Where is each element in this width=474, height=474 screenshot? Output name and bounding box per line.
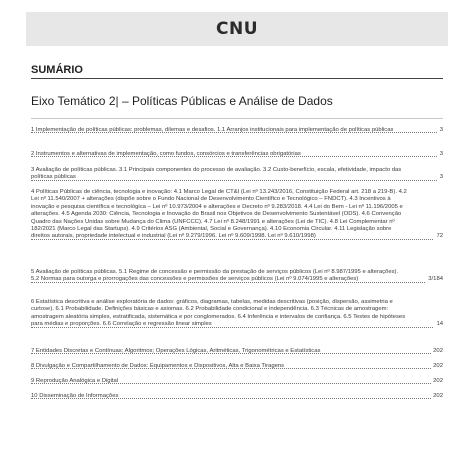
summary-heading: SUMÁRIO: [31, 64, 83, 76]
toc-entry-page: 3/184: [428, 276, 443, 283]
toc-entry: [31, 167, 443, 182]
toc-entry-text: 7 Entidades Discretas e Contínuas; Algoritmos; Operações Lógicas, Aritméticas, Trigonométricas e Estatísticas: [31, 348, 321, 354]
toc-entry-page: 3: [439, 174, 443, 181]
toc-leader: [31, 383, 443, 384]
toc-entry-page: 3: [439, 151, 443, 157]
toc-entry: [31, 378, 443, 385]
text-cursor: |: [115, 94, 119, 108]
toc-entry-text: 5 Avaliação de políticas públicas. 5.1 Regime de concessão e permissão da prestação de serviços públicos (Lei nº 8.987/1995 e alterações). 5.2 Normas para outorga e prorrogações das concessões e permissões de serviços públicos (Lei nº 9.074/1995 e alterações): [31, 269, 399, 283]
toc-entry-page: 202: [433, 363, 443, 369]
toc-entry: [31, 363, 443, 370]
toc-leader: [31, 282, 443, 283]
toc-entry-text: 6 Estatística descritiva e análise exploratória de dados: gráficos, diagramas, tabelas, medidas descritivas (posição, dispersão, assimetria e curtose). 6.1 Probabilidade. Definições básicas e axiomas. 6.2 Probabilidade condicional e independência. 6.3 Técnicas de amostragem: amostragem aleatória simples, estratificada, sistemática e por conglomerados. 6.4 Inferência e intervalos de confiança. 6.5 Testes de hipóteses para médias e proporções. 6.6 Correlação e regressão linear simples: [31, 299, 406, 328]
toc-entry: [31, 151, 443, 158]
toc-entry-page: 14: [436, 321, 443, 328]
table-of-contents: [31, 118, 443, 419]
toc-leader: [31, 353, 443, 354]
toc-leader: [31, 327, 443, 328]
toc-leader: [31, 180, 443, 181]
toc-leader: [31, 239, 443, 240]
section-title-subtitle: – Políticas Públicas e Análise de Dados: [118, 94, 333, 108]
toc-entry-text: 3 Avaliação de políticas públicas. 3.1 Principais componentes do processo de avaliação. 3.2 Custo-benefício, escala, efetividade, impacto das políticas públicas: [31, 167, 402, 181]
toc-entry: [31, 348, 443, 355]
header-band: [26, 12, 448, 46]
toc-entry: [31, 299, 443, 329]
toc-entry-text: 8 Divulgação e Compartilhamento de Dados: Equipamentos e Dispositivos, Alta e Baixa Tiragens: [31, 363, 285, 369]
toc-leader: [31, 368, 443, 369]
toc-entry: [31, 393, 443, 400]
toc-entry-text: 2 Instrumentos e alternativas de implementação, como fundos, consórcios e transferências obrigatórias: [31, 151, 301, 157]
section-title-main: Eixo Temático 2: [31, 94, 116, 108]
toc-entry-page: 72: [436, 233, 443, 240]
toc-leader: [31, 132, 443, 133]
toc-entry: [31, 189, 443, 241]
toc-entry-page: 202: [433, 393, 443, 399]
section-title: [31, 94, 333, 108]
toc-entry-text: 10 Disseminação de Informações: [31, 393, 119, 399]
toc-entry-text: 1 Implementação de políticas públicas: problemas, dilemas e desafios. 1.1 Arranjos institucionais para implementação de políticas públicas: [31, 127, 394, 133]
toc-entry-page: 3: [439, 127, 443, 133]
toc-entry-page: 202: [433, 378, 443, 384]
header-title: CNU: [215, 19, 258, 39]
toc-entry: [31, 269, 443, 284]
toc-leader: [31, 156, 443, 157]
toc-leader: [31, 398, 443, 399]
toc-entry: [31, 127, 443, 134]
toc-entry-page: 202: [433, 348, 443, 354]
toc-entry-text: 9 Reprodução Analógica e Digital: [31, 378, 119, 384]
summary-divider: [31, 78, 443, 79]
toc-entry-text: 4 Políticas Públicas de ciência, tecnologia e inovação: 4.1 Marco Legal de CT&I (Lei nº 13.243/2016, Constituição Federal art. 218 a 219-B). 4.2 Lei nº 11.540/2007 + alterações (dispõe sobre o Fundo Nacional de Desenvolvimento Científico e Tecnológico – FNDCT). 4.3 Incentivos à inovação e pesquisa científica e tecnológica – Lei nº 10.973/2004 e alterações e Decreto nº 9.283/2018. 4.4 Lei do Bem - Lei nº 11.196/2005 e alterações. 4.5 Agenda 2030: Ciência, Tecnologia e Inovação do Brasil nos Objetivos de Desenvolvimento Sustentável (ODS). 4.6 Convenção Quadro das Nações Unidas sobre Mudança do Clima (UNFCCC). 4.7 Lei nº 8.248/1991 e alterações (Lei de TIC). 4.8 Lei Complementar nº 182/2021 (Marco Legal das Startups). 4.9 Critérios ASG (Ambiental, Social e Governança). 4.10 Economia Circular. 4.11 Legislação sobre direitos autorais, propriedade intelectual e industrial (Lei nº 9.279/1996. Lei nº 9.609/1998. Lei nº 9.610/1998): [31, 189, 407, 240]
